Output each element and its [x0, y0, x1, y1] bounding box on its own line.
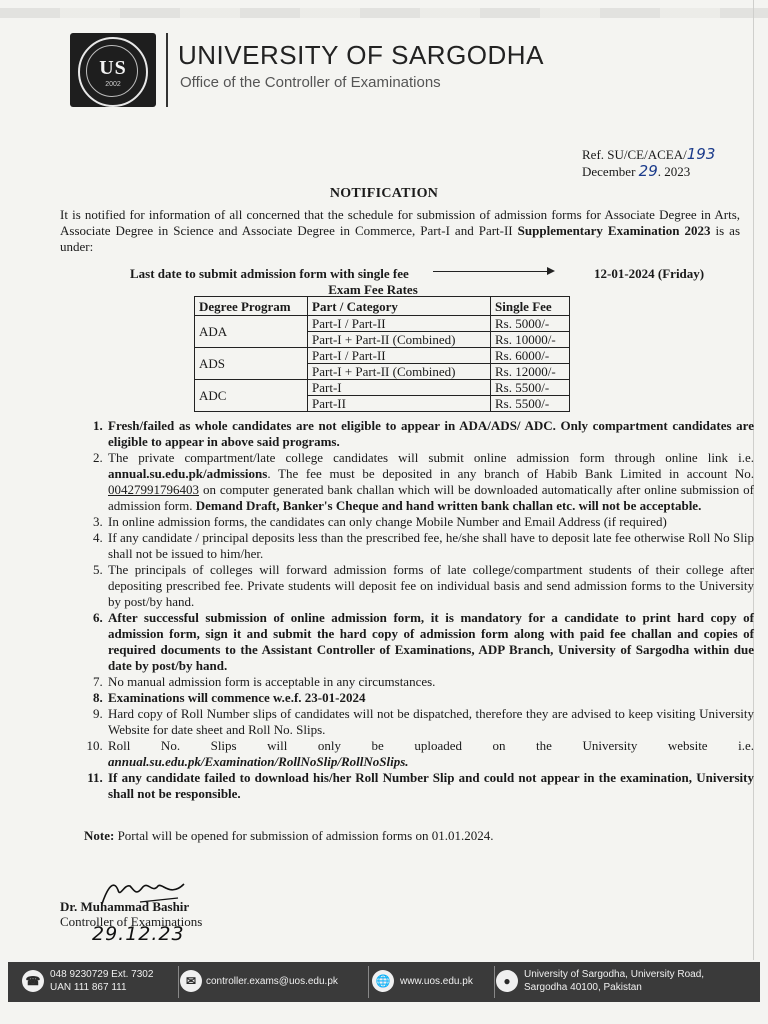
office-name: Office of the Controller of Examinations — [180, 74, 441, 91]
last-date-value: 12-01-2024 (Friday) — [594, 266, 705, 281]
fee-table-caption: Exam Fee Rates — [328, 282, 418, 297]
fee-table — [194, 296, 570, 412]
arrow-icon — [433, 271, 553, 272]
globe-icon: 🌐 — [372, 970, 394, 992]
program-cell: ADS — [195, 348, 308, 380]
phone-line-2: UAN 111 867 111 — [50, 982, 127, 993]
reference-block — [582, 146, 715, 180]
ref-number: 193 — [686, 145, 716, 163]
intro-paragraph: It is notified for information of all concerned that the schedule for submission of admission forms for Associate Degree in Arts, Associate Degree in Science and Associate Degree in Commerce, Part-I and Part-II Supplementary Examination 2023 is as under: — [60, 207, 741, 254]
footer-website[interactable]: www.uos.edu.pk — [400, 976, 473, 987]
list-item: 4. If any candidate / principal deposits less than the prescribed fee, he/she shall have to deposit late fee otherwise Roll No Slip shall not be issued to him/her. — [106, 530, 754, 562]
email-icon: ✉ — [180, 970, 202, 992]
account-number: 00427991796403 — [108, 482, 199, 497]
list-item: 7. No manual admission form is acceptable in any circumstances. — [106, 674, 754, 690]
admission-link: annual.su.edu.pk/admissions — [108, 466, 268, 481]
list-item: 5. The principals of colleges will forward admission forms of late college/compartment students of their college after depositing prescribed fee. Private students will deposit fee on individual basis and send admission forms to the University by post/by hand. — [106, 562, 754, 610]
fee-table-header: Degree Program Part / Category Single Fee — [195, 297, 570, 316]
list-item: 2. The private compartment/late college candidates will submit online admission form through online link i.e. annual.su.edu.pk/admissions. The fee must be deposited in any branch of Habib Bank Limited in account No. 00427991796403 on computer generated bank challan which will be downloaded automatically after online submission of admission form. Demand Draft, Banker's Cheque and hand written bank challan etc. will not be acceptable. — [106, 450, 754, 514]
list-item: 1. Fresh/failed as whole candidates are not eligible to appear in ADA/ADS/ ADC. Only compartment candidates are eligible to appear in above said programs. — [106, 418, 754, 450]
table-row: Part-II Rs. 5500/- — [195, 396, 570, 412]
university-logo: US 2002 — [70, 33, 156, 107]
table-row: ADC Part-I Rs. 5500/- — [195, 380, 570, 396]
list-item: 10. Roll No. Slips will only be uploaded on the University website i.e. annual.su.edu.pk/Examination/RollNoSlip/RollNoSlips. — [106, 738, 754, 770]
footer-email[interactable]: controller.exams@uos.edu.pk — [206, 976, 338, 987]
list-item: 6. After successful submission of online admission form, it is mandatory for a candidate to print hard copy of admission form, sign it and submit the hard copy of admission form along with paid fee challan and copies of required documents to the Assistant Controller of Examinations, ADP Branch, University of Sargodha within due date by post/by hand. — [106, 610, 754, 674]
header-divider — [166, 33, 168, 107]
list-item: 9. Hard copy of Roll Number slips of candidates will not be dispatched, therefore they are advised to keep visiting University Website for date sheet and Roll No. Slips. — [106, 706, 754, 738]
program-cell: ADA — [195, 316, 308, 348]
instructions-list — [64, 418, 754, 802]
table-row: Part-I + Part-II (Combined) Rs. 10000/- — [195, 332, 570, 348]
table-row: Part-I + Part-II (Combined) Rs. 12000/- — [195, 364, 570, 380]
university-name: UNIVERSITY OF SARGODHA — [178, 40, 544, 70]
list-item: 11. If any candidate failed to download his/her Roll Number Slip and could not appear in the examination, University shall not be responsible. — [106, 770, 754, 802]
location-pin-icon: ● — [496, 970, 518, 992]
date-day: 29 — [638, 162, 658, 180]
table-row: ADA Part-I / Part-II Rs. 5000/- — [195, 316, 570, 332]
phone-icon: ☎ — [22, 970, 44, 992]
date-year: . 2023 — [657, 164, 691, 179]
note: Note: Portal will be opened for submission of admission forms on 01.01.2024. — [84, 828, 494, 843]
footer-bar — [8, 962, 760, 1002]
scan-edge-strip — [0, 8, 768, 18]
notification-title: NOTIFICATION — [329, 186, 439, 201]
roll-slip-link: annual.su.edu.pk/Examination/RollNoSlip/RollNoSlips. — [108, 754, 409, 769]
list-item: 8. Examinations will commence w.e.f. 23-01-2024 — [106, 690, 754, 706]
table-row: ADS Part-I / Part-II Rs. 6000/- — [195, 348, 570, 364]
phone-line-1: 048 9230729 Ext. 7302 — [50, 969, 154, 980]
date-month: December — [582, 164, 636, 179]
signatory-designation: Controller of Examinations — [60, 914, 203, 929]
address-line-1: University of Sargodha, University Road, — [524, 969, 705, 980]
program-cell: ADC — [195, 380, 308, 412]
address-line-2: Sargodha 40100, Pakistan — [524, 982, 642, 993]
list-item: 3. In online admission forms, the candidates can only change Mobile Number and Email Address (if required) — [106, 514, 754, 530]
ref-prefix: Ref. SU/CE/ACEA/ — [582, 147, 687, 162]
last-date-label: Last date to submit admission form with single fee — [130, 266, 409, 281]
signatory-name: Dr. Muhammad Bashir — [60, 899, 190, 914]
handwritten-date: 29.12.23 — [92, 923, 185, 945]
